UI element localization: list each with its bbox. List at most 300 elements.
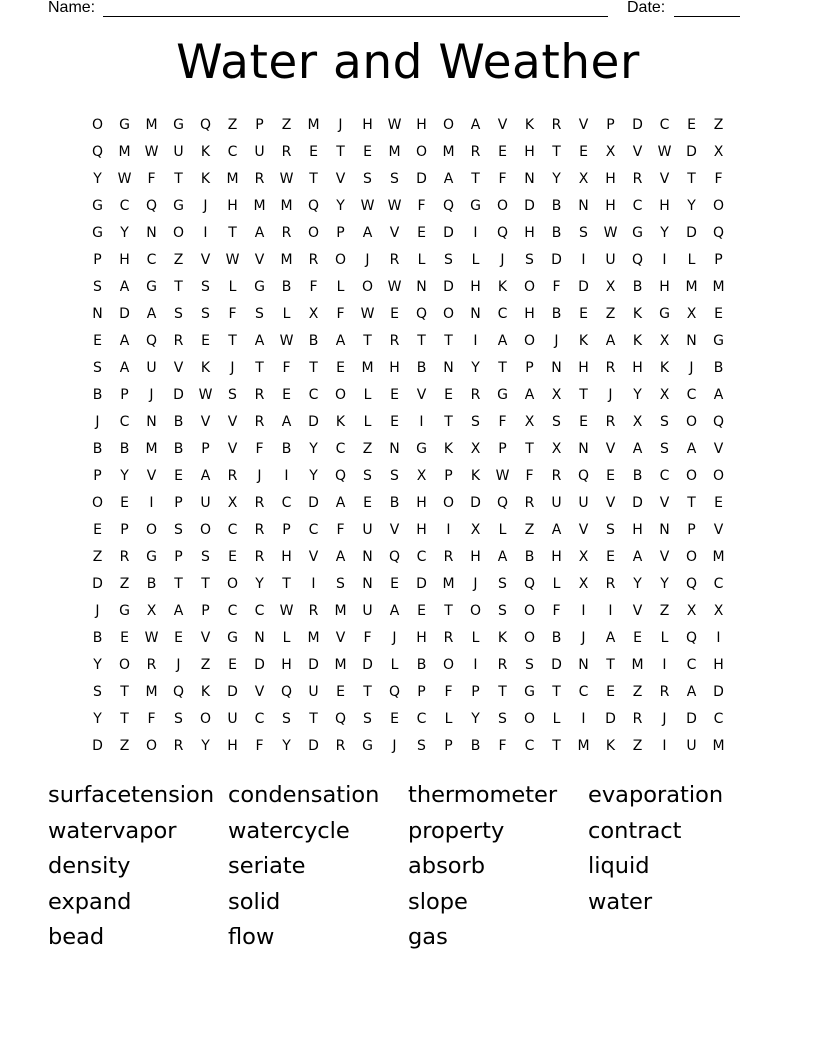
grid-letter: T bbox=[552, 738, 561, 754]
grid-letter: Z bbox=[605, 306, 616, 322]
grid-letter: T bbox=[309, 711, 318, 727]
grid-letter: Z bbox=[173, 252, 184, 268]
grid-letter: P bbox=[93, 468, 102, 484]
grid-letter: G bbox=[362, 738, 373, 754]
grid-letter: K bbox=[497, 630, 508, 646]
grid-letter: O bbox=[145, 522, 158, 538]
grid-letter: P bbox=[498, 441, 507, 457]
grid-letter: Q bbox=[496, 495, 509, 511]
grid-letter: F bbox=[498, 738, 507, 754]
grid-letter: M bbox=[145, 441, 158, 457]
grid-letter: S bbox=[444, 252, 453, 268]
grid-letter: T bbox=[471, 171, 480, 187]
grid-letter: L bbox=[444, 711, 453, 727]
grid-letter: J bbox=[581, 630, 586, 646]
grid-letter: Y bbox=[309, 441, 318, 457]
grid-letter: I bbox=[311, 576, 316, 592]
grid-letter: K bbox=[578, 333, 589, 349]
grid-letter: F bbox=[498, 171, 507, 187]
grid-letter: D bbox=[443, 225, 454, 241]
grid-letter: E bbox=[390, 387, 399, 403]
grid-letter: S bbox=[363, 468, 372, 484]
grid-letter: R bbox=[146, 657, 157, 673]
grid-letter: F bbox=[228, 306, 237, 322]
grid-letter: W bbox=[387, 117, 402, 133]
grid-letter: O bbox=[685, 414, 698, 430]
grid-letter: D bbox=[713, 684, 724, 700]
grid-letter: P bbox=[120, 387, 129, 403]
grid-letter: D bbox=[632, 495, 643, 511]
grid-letter: G bbox=[227, 630, 238, 646]
grid-letter: K bbox=[632, 306, 643, 322]
grid-letter: V bbox=[227, 441, 238, 457]
grid-letter: J bbox=[392, 630, 397, 646]
word-list-item: property bbox=[408, 817, 505, 844]
grid-letter: H bbox=[470, 549, 481, 565]
grid-letter: U bbox=[686, 738, 697, 754]
grid-letter: P bbox=[606, 117, 615, 133]
grid-letter: V bbox=[200, 414, 211, 430]
grid-letter: X bbox=[146, 603, 157, 619]
grid-letter: S bbox=[201, 549, 210, 565]
grid-letter: M bbox=[280, 198, 293, 214]
word-list-item: condensation bbox=[228, 782, 380, 808]
grid-letter: V bbox=[659, 495, 670, 511]
grid-letter: Z bbox=[200, 657, 211, 673]
grid-letter: H bbox=[632, 360, 643, 376]
grid-letter: Y bbox=[201, 738, 210, 754]
grid-letter: P bbox=[282, 522, 291, 538]
grid-letter: D bbox=[686, 144, 697, 160]
word-list-item: evaporation bbox=[588, 782, 724, 808]
grid-letter: A bbox=[173, 603, 184, 619]
grid-letter: L bbox=[363, 414, 372, 430]
grid-letter: S bbox=[282, 711, 291, 727]
grid-letter: H bbox=[659, 198, 670, 214]
date-label: Date: bbox=[627, 0, 666, 16]
grid-letter: Q bbox=[334, 711, 347, 727]
grid-letter: O bbox=[199, 522, 212, 538]
header bbox=[0, 0, 816, 20]
grid-letter: H bbox=[227, 198, 238, 214]
grid-letter: C bbox=[713, 576, 724, 592]
word-list-item: watercycle bbox=[228, 817, 350, 844]
grid-letter: M bbox=[226, 171, 239, 187]
grid-letter: P bbox=[174, 549, 183, 565]
grid-letter: C bbox=[227, 144, 238, 160]
grid-letter: P bbox=[201, 603, 210, 619]
grid-letter: T bbox=[363, 684, 372, 700]
word-list bbox=[48, 780, 768, 958]
grid-letter: G bbox=[632, 225, 643, 241]
grid-letter: B bbox=[632, 468, 643, 484]
grid-letter: A bbox=[254, 225, 265, 241]
grid-letter: A bbox=[119, 360, 130, 376]
grid-letter: H bbox=[119, 252, 130, 268]
grid-letter: K bbox=[632, 333, 643, 349]
grid-letter: W bbox=[279, 603, 294, 619]
grid-letter: O bbox=[712, 468, 725, 484]
grid-letter: C bbox=[497, 306, 508, 322]
grid-letter: F bbox=[336, 306, 345, 322]
grid-letter: S bbox=[660, 414, 669, 430]
grid-letter: Q bbox=[577, 468, 590, 484]
grid-letter: C bbox=[659, 468, 670, 484]
grid-letter: Q bbox=[415, 306, 428, 322]
grid-letter: I bbox=[581, 711, 586, 727]
grid-letter: P bbox=[525, 360, 534, 376]
grid-letter: O bbox=[361, 279, 374, 295]
grid-letter: L bbox=[552, 711, 561, 727]
grid-letter: Q bbox=[280, 684, 293, 700]
grid-letter: M bbox=[712, 738, 725, 754]
grid-letter: U bbox=[173, 144, 184, 160]
grid-letter: V bbox=[254, 252, 265, 268]
grid-letter: O bbox=[523, 603, 536, 619]
grid-letter: Q bbox=[685, 576, 698, 592]
grid-letter: M bbox=[334, 603, 347, 619]
grid-letter: M bbox=[118, 144, 131, 160]
grid-letter: Q bbox=[91, 144, 104, 160]
grid-letter: T bbox=[174, 171, 183, 187]
grid-letter: E bbox=[93, 333, 102, 349]
grid-letter: D bbox=[524, 198, 535, 214]
grid-letter: T bbox=[228, 333, 237, 349]
grid-letter: C bbox=[578, 684, 589, 700]
grid-letter: I bbox=[473, 657, 478, 673]
grid-letter: F bbox=[255, 441, 264, 457]
grid-letter: E bbox=[687, 117, 696, 133]
grid-letter: K bbox=[200, 144, 211, 160]
grid-letter: P bbox=[93, 252, 102, 268]
grid-letter: H bbox=[551, 549, 562, 565]
grid-letter: Y bbox=[255, 576, 264, 592]
grid-letter: N bbox=[146, 414, 157, 430]
grid-letter: G bbox=[659, 306, 670, 322]
grid-letter: T bbox=[282, 576, 291, 592]
grid-letter: V bbox=[146, 468, 157, 484]
grid-letter: L bbox=[228, 279, 237, 295]
grid-letter: I bbox=[716, 630, 721, 646]
grid-letter: S bbox=[498, 711, 507, 727]
grid-letter: E bbox=[120, 495, 129, 511]
grid-letter: Q bbox=[712, 225, 725, 241]
grid-letter: D bbox=[92, 738, 103, 754]
grid-letter: J bbox=[608, 387, 613, 403]
grid-letter: M bbox=[307, 630, 320, 646]
grid-letter: W bbox=[279, 333, 294, 349]
grid-letter: G bbox=[92, 198, 103, 214]
grid-letter: H bbox=[281, 657, 292, 673]
grid-letter: P bbox=[336, 225, 345, 241]
grid-letter: R bbox=[551, 468, 562, 484]
grid-letter: L bbox=[471, 630, 480, 646]
grid-letter: V bbox=[605, 495, 616, 511]
grid-letter: P bbox=[417, 684, 426, 700]
grid-letter: N bbox=[470, 306, 481, 322]
grid-letter: Q bbox=[442, 198, 455, 214]
grid-letter: X bbox=[713, 144, 724, 160]
grid-letter: U bbox=[551, 495, 562, 511]
grid-letter: H bbox=[416, 522, 427, 538]
grid-letter: P bbox=[687, 522, 696, 538]
grid-letter: V bbox=[173, 360, 184, 376]
grid-letter: A bbox=[335, 333, 346, 349]
grid-letter: Y bbox=[120, 225, 129, 241]
grid-letter: K bbox=[443, 441, 454, 457]
grid-letter: J bbox=[176, 657, 181, 673]
grid-letter: A bbox=[686, 684, 697, 700]
grid-letter: J bbox=[338, 117, 343, 133]
grid-letter: M bbox=[361, 360, 374, 376]
grid-letter: V bbox=[200, 252, 211, 268]
grid-letter: Q bbox=[631, 252, 644, 268]
grid-letter: N bbox=[362, 549, 373, 565]
grid-letter: I bbox=[419, 414, 424, 430]
grid-letter: B bbox=[551, 306, 562, 322]
grid-letter: E bbox=[363, 495, 372, 511]
grid-letter: D bbox=[92, 576, 103, 592]
grid-letter: E bbox=[579, 144, 588, 160]
grid-letter: A bbox=[362, 225, 373, 241]
grid-letter: I bbox=[149, 495, 154, 511]
grid-letter: L bbox=[390, 657, 399, 673]
grid-letter: F bbox=[363, 630, 372, 646]
grid-letter: Q bbox=[172, 684, 185, 700]
grid-letter: J bbox=[392, 738, 397, 754]
grid-letter: E bbox=[93, 522, 102, 538]
grid-letter: Y bbox=[633, 387, 642, 403]
grid-letter: X bbox=[578, 576, 589, 592]
grid-letter: A bbox=[389, 603, 400, 619]
grid-letter: F bbox=[417, 198, 426, 214]
grid-letter: M bbox=[145, 117, 158, 133]
grid-letter: E bbox=[579, 306, 588, 322]
grid-letter: V bbox=[416, 387, 427, 403]
grid-letter: J bbox=[203, 198, 208, 214]
grid-letter: E bbox=[390, 306, 399, 322]
grid-letter: A bbox=[470, 117, 481, 133]
grid-letter: S bbox=[93, 279, 102, 295]
grid-letter: W bbox=[225, 252, 240, 268]
grid-letter: X bbox=[659, 333, 670, 349]
grid-letter: D bbox=[686, 711, 697, 727]
grid-letter: V bbox=[335, 630, 346, 646]
grid-letter: Z bbox=[632, 684, 643, 700]
grid-letter: E bbox=[174, 468, 183, 484]
grid-letter: X bbox=[470, 522, 481, 538]
grid-letter: U bbox=[308, 684, 319, 700]
grid-letter: S bbox=[498, 603, 507, 619]
grid-letter: T bbox=[174, 279, 183, 295]
grid-letter: L bbox=[471, 252, 480, 268]
grid-letter: V bbox=[335, 171, 346, 187]
grid-letter: B bbox=[470, 738, 481, 754]
grid-letter: K bbox=[335, 414, 346, 430]
word-list-item: surfacetension bbox=[48, 782, 215, 808]
grid-letter: U bbox=[362, 603, 373, 619]
grid-letter: X bbox=[605, 144, 616, 160]
grid-letter: E bbox=[201, 333, 210, 349]
grid-letter: F bbox=[147, 711, 156, 727]
grid-letter: V bbox=[497, 117, 508, 133]
grid-letter: O bbox=[523, 333, 536, 349]
grid-letter: D bbox=[308, 738, 319, 754]
word-list-item: absorb bbox=[408, 853, 486, 880]
grid-letter: N bbox=[578, 198, 589, 214]
grid-letter: B bbox=[308, 333, 319, 349]
grid-letter: B bbox=[119, 441, 130, 457]
grid-letter: C bbox=[416, 549, 427, 565]
grid-letter: D bbox=[254, 657, 265, 673]
grid-letter: Q bbox=[199, 117, 212, 133]
grid-letter: Q bbox=[388, 549, 401, 565]
grid-letter: H bbox=[281, 549, 292, 565]
grid-letter: M bbox=[685, 279, 698, 295]
grid-letter: R bbox=[659, 684, 670, 700]
grid-letter: D bbox=[551, 252, 562, 268]
grid-letter: A bbox=[119, 279, 130, 295]
grid-letter: R bbox=[281, 225, 292, 241]
grid-letter: S bbox=[525, 252, 534, 268]
grid-letter: T bbox=[363, 333, 372, 349]
grid-letter: W bbox=[387, 198, 402, 214]
grid-letter: E bbox=[228, 549, 237, 565]
grid-letter: N bbox=[551, 360, 562, 376]
grid-letter: O bbox=[496, 198, 509, 214]
grid-letter: A bbox=[605, 630, 616, 646]
grid-letter: N bbox=[659, 522, 670, 538]
grid-letter: J bbox=[95, 414, 100, 430]
grid-letter: J bbox=[230, 360, 235, 376]
grid-letter: W bbox=[198, 387, 213, 403]
grid-letter: S bbox=[93, 684, 102, 700]
grid-letter: V bbox=[632, 144, 643, 160]
grid-letter: K bbox=[497, 279, 508, 295]
grid-letter: W bbox=[279, 171, 294, 187]
grid-letter: J bbox=[554, 333, 559, 349]
grid-letter: G bbox=[92, 225, 103, 241]
grid-letter: C bbox=[254, 603, 265, 619]
grid-letter: B bbox=[551, 630, 562, 646]
grid-letter: Z bbox=[659, 603, 670, 619]
grid-letter: R bbox=[470, 144, 481, 160]
grid-letter: Y bbox=[93, 711, 102, 727]
grid-letter: E bbox=[606, 684, 615, 700]
grid-letter: C bbox=[227, 603, 238, 619]
grid-letter: A bbox=[524, 387, 535, 403]
grid-letter: P bbox=[174, 495, 183, 511]
grid-letter: R bbox=[173, 738, 184, 754]
word-list-item: density bbox=[48, 853, 131, 880]
grid-letter: Y bbox=[471, 360, 480, 376]
grid-letter: V bbox=[389, 225, 400, 241]
grid-letter: V bbox=[713, 522, 724, 538]
grid-letter: L bbox=[336, 279, 345, 295]
grid-letter: F bbox=[552, 603, 561, 619]
grid-letter: N bbox=[254, 630, 265, 646]
grid-letter: Z bbox=[119, 738, 130, 754]
grid-letter: X bbox=[578, 171, 589, 187]
grid-letter: O bbox=[118, 657, 131, 673]
grid-letter: O bbox=[712, 198, 725, 214]
grid-letter: V bbox=[578, 522, 589, 538]
grid-letter: E bbox=[714, 306, 723, 322]
grid-letter: O bbox=[523, 279, 536, 295]
grid-letter: P bbox=[714, 252, 723, 268]
grid-letter: X bbox=[686, 306, 697, 322]
grid-letter: P bbox=[120, 522, 129, 538]
grid-letter: V bbox=[200, 630, 211, 646]
grid-letter: X bbox=[659, 387, 670, 403]
grid-letter: O bbox=[469, 603, 482, 619]
grid-letter: Y bbox=[552, 171, 561, 187]
grid-letter: K bbox=[470, 468, 481, 484]
grid-letter: Q bbox=[712, 414, 725, 430]
grid-letter: D bbox=[632, 117, 643, 133]
word-list-item: slope bbox=[408, 888, 468, 915]
grid-letter: R bbox=[254, 387, 265, 403]
grid-letter: R bbox=[605, 576, 616, 592]
grid-letter: C bbox=[254, 711, 265, 727]
grid-letter: A bbox=[335, 549, 346, 565]
grid-letter: Z bbox=[119, 576, 130, 592]
grid-letter: E bbox=[417, 225, 426, 241]
grid-letter: O bbox=[334, 252, 347, 268]
grid-letter: B bbox=[146, 576, 157, 592]
grid-letter: H bbox=[632, 522, 643, 538]
grid-letter: Q bbox=[523, 576, 536, 592]
grid-letter: T bbox=[687, 495, 696, 511]
word-list-item: gas bbox=[408, 924, 448, 951]
grid-letter: B bbox=[281, 441, 292, 457]
grid-letter: B bbox=[551, 198, 562, 214]
grid-letter: X bbox=[578, 549, 589, 565]
grid-letter: V bbox=[659, 171, 670, 187]
grid-letter: L bbox=[498, 522, 507, 538]
grid-letter: O bbox=[172, 225, 185, 241]
word-list-item: liquid bbox=[588, 853, 650, 880]
grid-letter: A bbox=[200, 468, 211, 484]
word-list-item: bead bbox=[48, 924, 105, 951]
grid-letter: X bbox=[686, 603, 697, 619]
grid-letter: I bbox=[662, 252, 667, 268]
grid-letter: S bbox=[174, 306, 183, 322]
grid-letter: R bbox=[173, 333, 184, 349]
grid-letter: O bbox=[442, 117, 455, 133]
grid-letter: O bbox=[91, 495, 104, 511]
grid-letter: R bbox=[443, 630, 454, 646]
grid-letter: A bbox=[497, 333, 508, 349]
grid-letter: D bbox=[308, 414, 319, 430]
grid-letter: A bbox=[335, 495, 346, 511]
grid-letter: I bbox=[203, 225, 208, 241]
grid-letter: V bbox=[578, 117, 589, 133]
grid-letter: F bbox=[552, 279, 561, 295]
grid-letter: X bbox=[308, 306, 319, 322]
grid-letter: A bbox=[146, 306, 157, 322]
grid-letter: W bbox=[603, 225, 618, 241]
grid-letter: J bbox=[500, 252, 505, 268]
grid-letter: M bbox=[334, 657, 347, 673]
grid-letter: O bbox=[226, 576, 239, 592]
grid-letter: R bbox=[254, 549, 265, 565]
grid-letter: E bbox=[390, 414, 399, 430]
grid-letter: O bbox=[523, 630, 536, 646]
word-list-item: flow bbox=[228, 924, 275, 951]
grid-letter: B bbox=[173, 414, 184, 430]
grid-letter: A bbox=[632, 549, 643, 565]
